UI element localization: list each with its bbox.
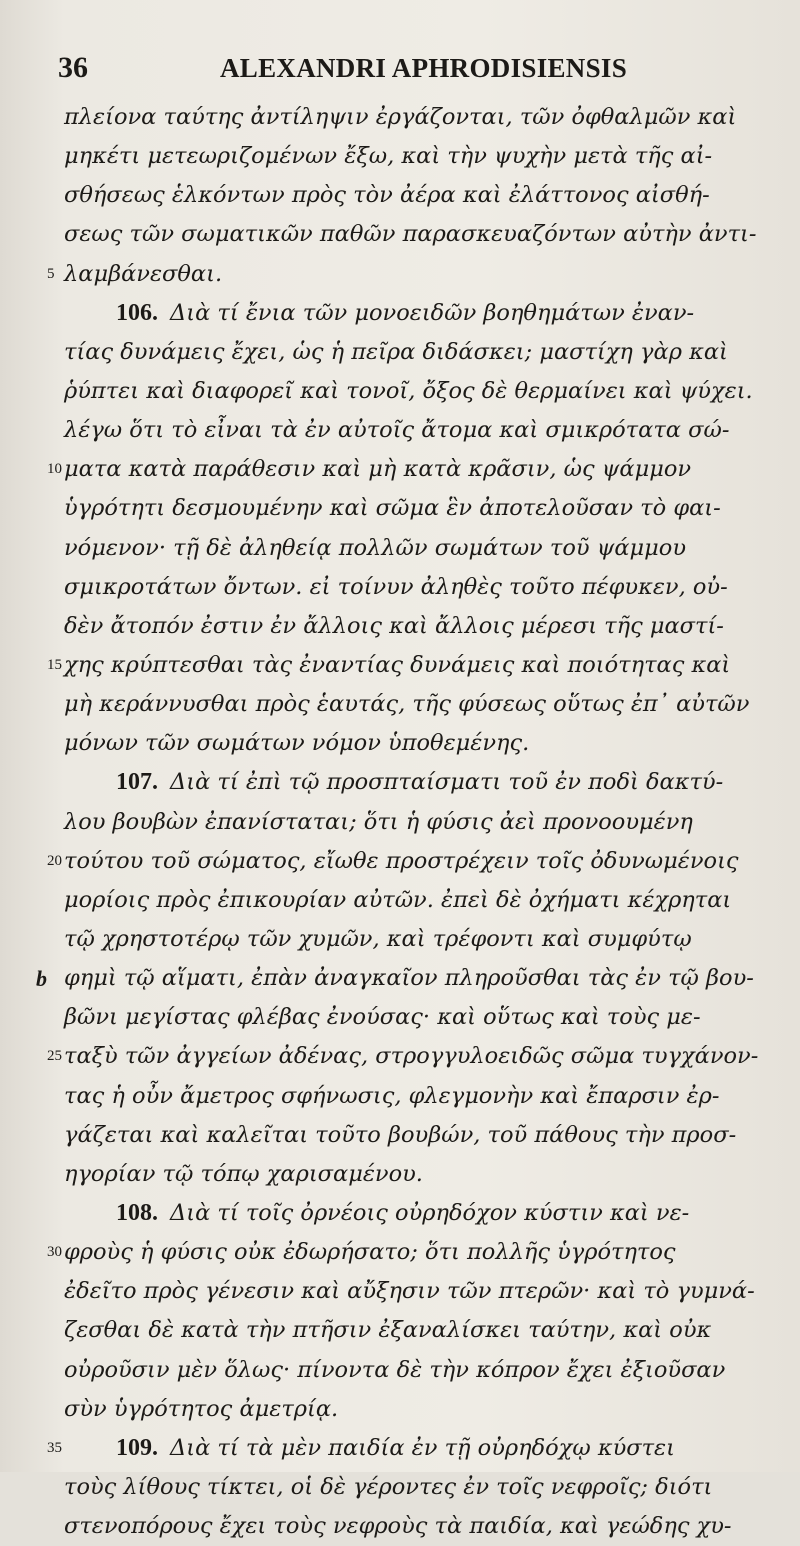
line-text: ῥύπτει καὶ διαφορεῖ καὶ τονοῖ, ὄξος δὲ θερμαίνει καὶ ψύχει. <box>64 377 753 404</box>
line-text: Διὰ τί τὰ μὲν παιδία ἐν τῇ οὐρηδόχῳ κύστει <box>170 1434 675 1461</box>
line-text: μορίοις πρὸς ἐπικουρίαν αὐτῶν. ἐπεὶ δὲ ὀχήματι κέχρηται <box>64 886 732 913</box>
line-number: 25 <box>47 1048 62 1065</box>
page-number: 36 <box>58 51 88 84</box>
line-number: 35 <box>47 1439 62 1456</box>
line-text: σθήσεως ἑλκόντων πρὸς τὸν ἀέρα καὶ ἐλάττονος αἰσθή- <box>64 182 710 209</box>
line-text: τούτου τοῦ σώματος, εἴωθε προστρέχειν τοῖς ὀδυνωμένοις <box>64 847 739 874</box>
line-number: 10 <box>47 461 62 478</box>
text-line <box>64 411 792 450</box>
greek-body-text <box>36 98 792 1546</box>
text-line <box>47 842 792 881</box>
line-text: ἐδεῖτο πρὸς γένεσιν καὶ αὔξησιν τῶν πτερῶν· καὶ τὸ γυμνά- <box>64 1278 755 1305</box>
section-number: 106. <box>116 299 158 326</box>
line-text: στενοπόρους ἔχει τοὺς νεφροὺς τὰ παιδία, καὶ γεώδης χυ- <box>64 1513 732 1540</box>
text-line <box>64 294 792 333</box>
line-number: 15 <box>47 656 62 673</box>
line-text: φροὺς ἡ φύσις οὐκ ἐδωρήσατο; ὅτι πολλῆς ὑγρότητος <box>64 1239 676 1266</box>
text-line <box>64 1077 792 1116</box>
line-text: σὺν ὑγρότητος ἀμετρίᾳ. <box>64 1395 339 1422</box>
line-text: λαμβάνεσθαι. <box>64 260 223 287</box>
line-text: χης κρύπτεσθαι τὰς ἐναντίας δυνάμεις καὶ ποιότητας καὶ <box>64 651 731 678</box>
text-line <box>47 1429 792 1468</box>
text-line <box>64 685 792 724</box>
line-text: βῶνι μεγίστας φλέβας ἐνούσας· καὶ οὕτως καὶ τοὺς με- <box>64 1004 701 1031</box>
line-text: Διὰ τί ἐπὶ τῷ προσπταίσματι τοῦ ἐν ποδὶ δακτύ- <box>170 769 724 796</box>
text-line <box>64 1468 792 1507</box>
line-text: δὲν ἄτοπόν ἐστιν ἐν ἄλλοις καὶ ἄλλοις μέρεσι τῆς μαστί- <box>64 612 724 639</box>
text-line <box>64 1311 792 1350</box>
text-line <box>64 1507 792 1546</box>
text-line <box>64 215 792 254</box>
text-line <box>47 1037 792 1076</box>
text-line <box>64 372 792 411</box>
text-line <box>64 881 792 920</box>
text-line <box>47 1233 792 1272</box>
line-text: Διὰ τί ἔνια τῶν μονοειδῶν βοηθημάτων ἐναν- <box>170 299 695 326</box>
line-text: ηγορίαν τῷ τόπῳ χαρισαμένου. <box>64 1160 423 1187</box>
text-line <box>64 803 792 842</box>
running-title: ALEXANDRI APHRODISIENSIS <box>220 53 628 83</box>
line-text: ταξὺ τῶν ἀγγείων ἀδένας, στρογγυλοειδῶς σῶμα τυγχάνον- <box>64 1043 759 1070</box>
line-text: μὴ κεράννυσθαι πρὸς ἑαυτάς, τῆς φύσεως οὕτως ἐπ᾽ αὐτῶν <box>64 691 750 718</box>
text-line <box>64 1194 792 1233</box>
line-text: σμικροτάτων ὄντων. εἰ τοίνυν ἀληθὲς τοῦτο πέφυκεν, οὐ- <box>64 573 728 600</box>
margin-letter: b <box>36 966 47 992</box>
line-text: μόνων τῶν σωμάτων νόμον ὑποθεμένης. <box>64 730 530 757</box>
text-line <box>64 724 792 763</box>
text-line <box>64 568 792 607</box>
text-line <box>36 959 792 998</box>
section-number: 109. <box>116 1434 158 1461</box>
text-line <box>64 607 792 646</box>
line-text: λου βουβὼν ἐπανίσταται; ὅτι ἡ φύσις ἀεὶ προνοουμένη <box>64 808 693 835</box>
line-text: μηκέτι μετεωριζομένων ἔξω, καὶ τὴν ψυχὴν μετὰ τῆς αἰ- <box>64 143 713 170</box>
line-text: ζεσθαι δὲ κατὰ τὴν πτῆσιν ἐξαναλίσκει ταύτην, καὶ οὐκ <box>64 1317 712 1344</box>
text-line <box>64 98 792 137</box>
text-line <box>64 1351 792 1390</box>
line-text: ματα κατὰ παράθεσιν καὶ μὴ κατὰ κρᾶσιν, ὡς ψάμμον <box>64 456 692 483</box>
line-text: οὐροῦσιν μὲν ὅλως· πίνοντα δὲ τὴν κόπρον ἔχει ἐξιοῦσαν <box>64 1356 726 1383</box>
line-text: λέγω ὅτι τὸ εἶναι τὰ ἐν αὐτοῖς ἄτομα καὶ σμικρότατα σώ- <box>64 417 730 444</box>
text-line <box>47 450 792 489</box>
section-number: 108. <box>116 1199 158 1226</box>
text-line <box>64 176 792 215</box>
line-text: πλείονα ταύτης ἀντίληψιν ἐργάζονται, τῶν ὀφθαλμῶν καὶ <box>64 104 737 130</box>
line-number: 20 <box>47 852 62 869</box>
line-text: Διὰ τί τοῖς ὀρνέοις οὐρηδόχον κύστιν καὶ νε- <box>170 1199 690 1226</box>
section-number: 107. <box>116 769 158 796</box>
line-text: φημὶ τῷ αἵματι, ἐπὰν ἀναγκαῖον πληροῦσθαι τὰς ἐν τῷ βου- <box>64 965 754 992</box>
page-header <box>58 48 698 88</box>
text-line <box>47 255 792 294</box>
line-text: τίας δυνάμεις ἔχει, ὡς ἡ πεῖρα διδάσκει; μαστίχη γὰρ καὶ <box>64 338 728 365</box>
text-line <box>64 998 792 1037</box>
text-line <box>64 333 792 372</box>
text-line <box>64 1155 792 1194</box>
line-text: τῷ χρηστοτέρῳ τῶν χυμῶν, καὶ τρέφοντι καὶ συμφύτῳ <box>64 925 692 952</box>
line-text: ὑγρότητι δεσμουμένην καὶ σῶμα ἓν ἀποτελοῦσαν τὸ φαι- <box>64 495 721 522</box>
line-text: γάζεται καὶ καλεῖται τοῦτο βουβών, τοῦ πάθους τὴν προσ- <box>64 1121 737 1148</box>
text-line <box>64 1272 792 1311</box>
text-line <box>64 529 792 568</box>
text-line <box>64 489 792 528</box>
text-line <box>64 137 792 176</box>
text-line <box>64 920 792 959</box>
text-line <box>64 763 792 802</box>
line-text: τας ἡ οὖν ἄμετρος σφήνωσις, φλεγμονὴν καὶ ἔπαρσιν ἐρ- <box>64 1082 720 1109</box>
text-line <box>64 1116 792 1155</box>
text-line <box>64 1390 792 1429</box>
line-number: 30 <box>47 1244 62 1261</box>
line-text: νόμενον· τῇ δὲ ἀληθείᾳ πολλῶν σωμάτων τοῦ ψάμμου <box>64 534 687 561</box>
line-text: τοὺς λίθους τίκτει, οἱ δὲ γέροντες ἐν τοῖς νεφροῖς; διότι <box>64 1473 713 1500</box>
line-text: σεως τῶν σωματικῶν παθῶν παρασκευαζόντων αὐτὴν ἀντι- <box>64 221 757 248</box>
line-number: 5 <box>47 265 55 282</box>
text-line <box>47 646 792 685</box>
